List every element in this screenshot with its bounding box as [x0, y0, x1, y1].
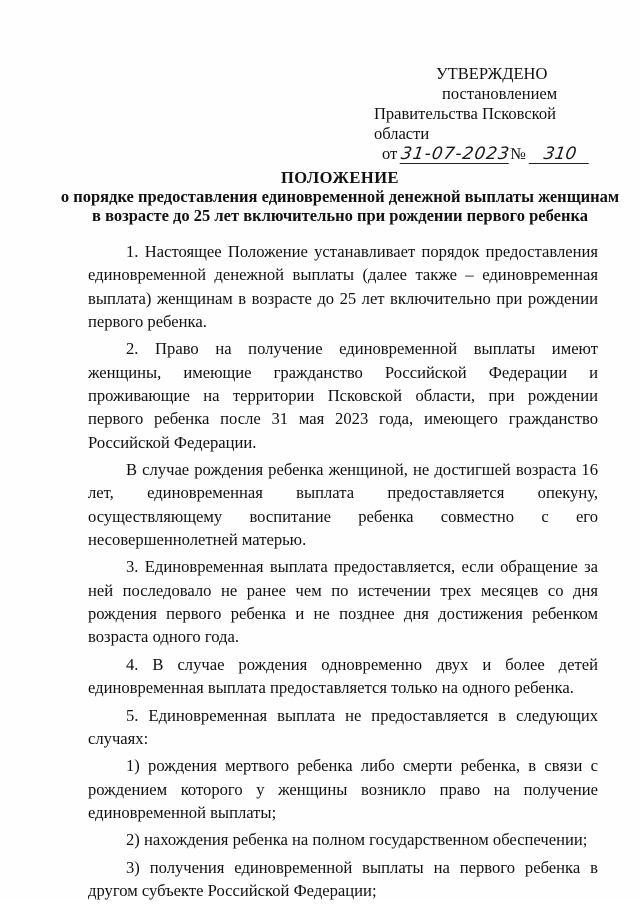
title-line-2: в возрасте до 25 лет включительно при рождении первого ребенка — [92, 206, 588, 225]
document-body — [88, 240, 598, 907]
handwritten-number: 310 — [529, 145, 592, 164]
paragraph-3: 3. Единовременная выплата предоставляется, если обращение за ней последовало не ранее чем по истечении трех месяцев со дня рождения первого ребенка и не позднее дня достижения ребенком возраста одного года. — [88, 557, 598, 647]
approved-label: УТВЕРЖДЕНО — [436, 64, 548, 83]
paragraph-5: 5. Единовременная выплата не предоставляется в следующих случаях: — [88, 705, 598, 748]
government-label: Правительства Псковской области — [374, 104, 556, 143]
paragraph-5-item-1: 1) рождения мертвого ребенка либо смерти ребенка, в связи с рождением которого у женщины возникло право на получение единовременной выплаты; — [88, 756, 598, 822]
document-title — [60, 168, 620, 225]
resolution-label: постановлением — [442, 84, 558, 103]
paragraph-5-item-2: 2) нахождения ребенка на полном государственном обеспечении; — [126, 830, 588, 850]
title-heading: ПОЛОЖЕНИЕ — [280, 168, 400, 187]
paragraph-2-guardian: В случае рождения ребенка женщиной, не достигшей возраста 16 лет, единовременная выплата предоставляется опекуну, осуществляющему воспитание ребенка совместно с его несовершеннолетней матерью. — [88, 460, 598, 549]
number-label: № — [510, 144, 526, 163]
date-number-line — [370, 144, 610, 166]
approval-stamp — [370, 64, 610, 166]
paragraph-1: 1. Настоящее Положение устанавливает порядок предоставления единовременной денежной выплаты (далее также – единовременная выплата) женщинам в возрасте до 25 лет включительно при рождении первого ребенка. — [88, 242, 598, 331]
handwritten-date: 31-07-2023 — [400, 144, 512, 164]
from-label: от — [382, 144, 398, 163]
paragraph-4: 4. В случае рождения одновременно двух и более детей единовременная выплата предоставляется только на одного ребенка. — [88, 654, 598, 698]
paragraph-5-item-3: 3) получения единовременной выплаты на первого ребенка в другом субъекте Российской Федерации; — [88, 857, 598, 901]
title-line-1: о порядке предоставления единовременной денежной выплаты женщинам — [60, 187, 620, 206]
paragraph-2: 2. Право на получение единовременной выплаты имеют женщины, имеющие гражданство Российской Федерации и проживающие на территории Псковской области, при рождении первого ребенка после 31 мая 2023 года, имеющего гражданство Российской Федерации. — [88, 339, 598, 452]
